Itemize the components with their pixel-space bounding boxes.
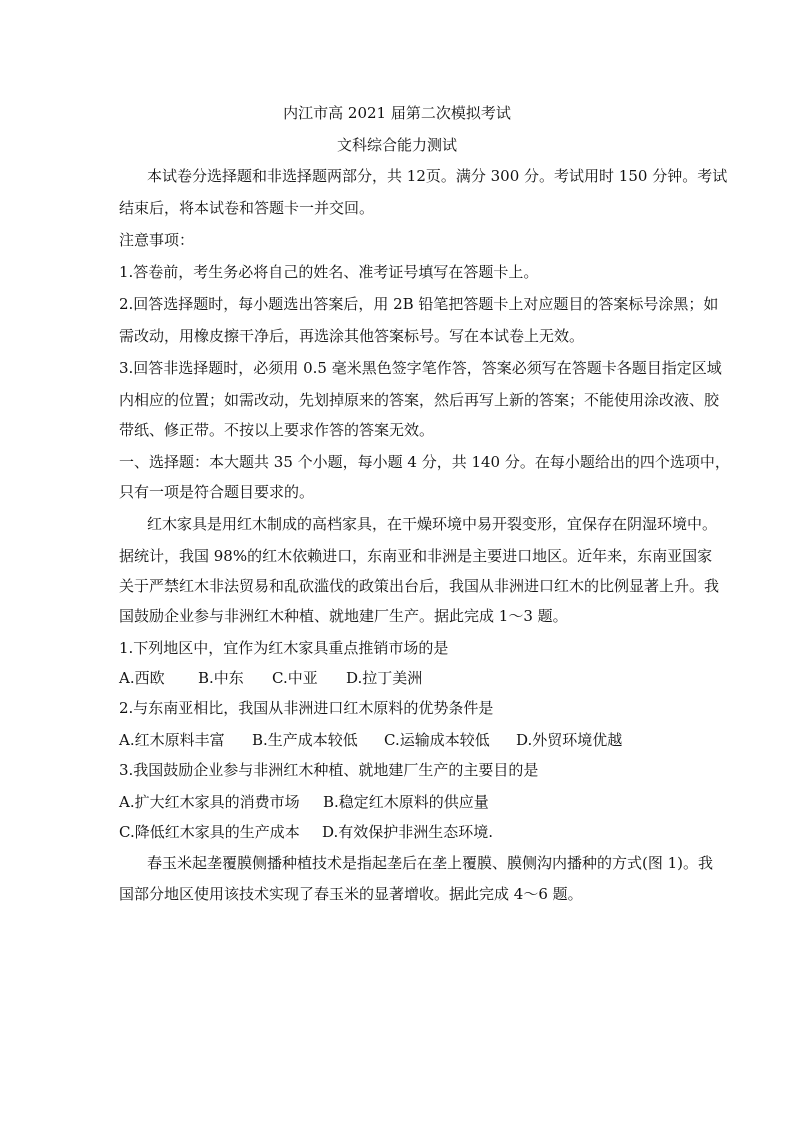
intro-line: 本试卷分选择题和非选择题两部分，共 12页。满分 300 分。考试用时 150 分钟。考试 — [147, 167, 728, 185]
question-option: C.降低红木家具的生产成本 — [119, 823, 300, 841]
question-stem: 3.我国鼓励企业参与非洲红木种植、就地建厂生产的主要目的是 — [119, 761, 539, 779]
notice-item: 2.回答选择题时，每小题选出答案后，用 2B 铅笔把答题卡上对应题目的答案标号涂黑；如 — [119, 295, 719, 313]
intro-line: 结束后，将本试卷和答题卡一并交回。 — [119, 199, 375, 217]
question-option: D.有效保护非洲生态环境. — [322, 823, 494, 841]
section-heading: 只有一项是符合题目要求的。 — [119, 483, 315, 501]
question-option: A.西欧 — [119, 669, 165, 687]
notice-item: 1.答卷前，考生务必将自己的姓名、准考证号填写在答题卡上。 — [119, 263, 539, 281]
notice-heading: 注意事项： — [119, 231, 195, 249]
question-option: C.运输成本较低 — [384, 731, 490, 749]
question-option: B.生产成本较低 — [252, 731, 358, 749]
question-option: B.中东 — [198, 669, 244, 687]
passage-line: 红木家具是用红木制成的高档家具，在干燥环境中易开裂变形，宜保存在阴湿环境中。 — [147, 515, 718, 533]
notice-item: 需改动，用橡皮擦干净后，再选涂其他答案标号。写在本试卷上无效。 — [119, 327, 585, 345]
exam-title: 内江市高 2021 届第二次模拟考试 — [283, 104, 511, 122]
question-option: C.中亚 — [272, 669, 318, 687]
section-heading: 一、选择题：本大题共 35 个小题，每小题 4 分，共 140 分。在每小题给出的四个选项中， — [119, 453, 730, 471]
question-stem: 2.与东南亚相比，我国从非洲进口红木原料的优势条件是 — [119, 699, 494, 717]
question-option: D.拉丁美洲 — [346, 669, 423, 687]
notice-item: 内相应的位置；如需改动，先划掉原来的答案，然后再写上新的答案；不能使用涂改液、胶 — [119, 391, 720, 409]
question-option: A.红木原料丰富 — [119, 731, 225, 749]
question-stem: 1.下列地区中，宜作为红木家具重点推销市场的是 — [119, 639, 449, 657]
question-option: B.稳定红木原料的供应量 — [323, 793, 489, 811]
notice-item: 带纸、修正带。不按以上要求作答的答案无效。 — [119, 421, 435, 439]
passage-line: 国鼓励企业参与非洲红木种植、就地建厂生产。据此完成 1～3 题。 — [119, 607, 568, 625]
passage-line: 国部分地区使用该技术实现了春玉米的显著增收。据此完成 4～6 题。 — [119, 885, 583, 903]
question-option: A.扩大红木家具的消费市场 — [119, 793, 300, 811]
passage-line: 据统计，我国 98%的红木依赖进口，东南亚和非洲是主要进口地区。近年来，东南亚国家 — [119, 547, 713, 565]
exam-subtitle: 文科综合能力测试 — [336, 136, 457, 154]
passage-line: 关于严禁红木非法贸易和乱砍滥伐的政策出台后，我国从非洲进口红木的比例显著上升。我 — [119, 577, 720, 595]
passage-line: 春玉米起垄覆膜侧播种植技术是指起垄后在垄上覆膜、膜侧沟内播种的方式(图 1)。我 — [147, 854, 714, 872]
notice-item: 3.回答非选择题时，必须用 0.5 毫米黑色签字笔作答，答案必须写在答题卡各题目指定区域 — [119, 359, 722, 377]
question-option: D.外贸环境优越 — [516, 731, 623, 749]
